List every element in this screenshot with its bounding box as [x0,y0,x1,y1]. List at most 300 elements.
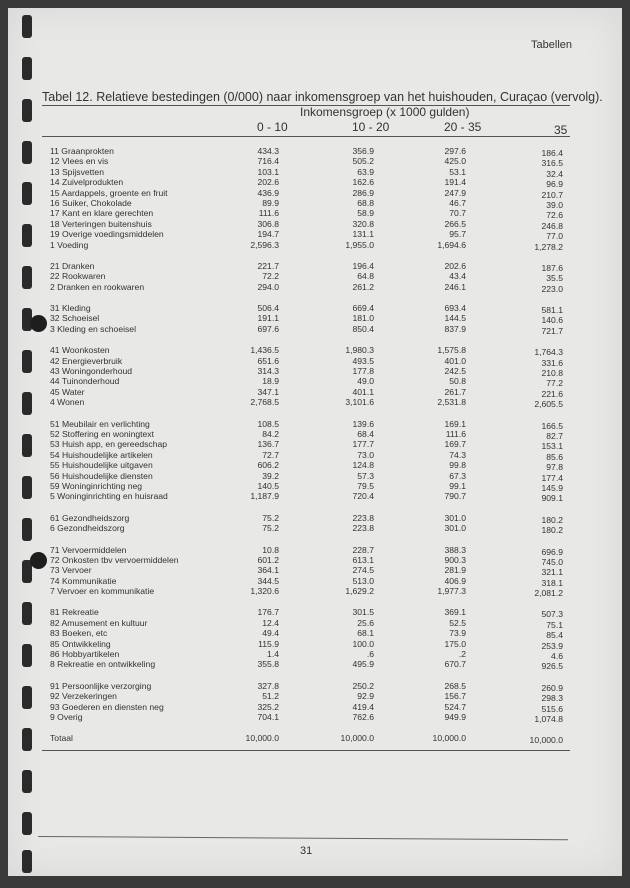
cell-value: 704.1 [257,711,279,722]
row-label: 61 Gezondheidszorg [50,512,130,523]
cell-value: 406.9 [444,575,466,586]
cell-value: 177.7 [352,439,374,450]
row-label: 51 Meubilair en verlichting [50,418,150,429]
cell-value: 301.0 [444,523,466,534]
cell-value: 1,074.8 [534,713,563,724]
cell-value: 281.9 [444,565,466,576]
cell-value: 103.1 [257,166,279,177]
cell-value: 136.7 [257,439,279,450]
cell-value: 156.7 [444,691,466,702]
cell-value: 1,629.2 [345,586,374,597]
table-row [8,188,622,198]
cell-value: 355.8 [257,659,279,670]
cell-value: 191.4 [444,177,466,188]
cell-value: 1,187.9 [250,491,279,502]
row-label: 85 Ontwikkeling [50,638,111,649]
table-row [8,523,622,536]
cell-value: 2,531.8 [437,397,466,408]
row-label: 93 Goederen en diensten neg [50,701,164,712]
row-label: 7 Vervoer en kommunikatie [50,586,155,597]
cell-value: 111.6 [258,208,279,219]
row-label: 92 Verzekeringen [50,691,117,702]
table-row [8,628,622,641]
cell-value: 95.7 [449,229,466,240]
cell-value: 3,101.6 [345,397,374,408]
cell-value: 221.7 [257,260,279,271]
cell-value: 63.9 [357,166,374,177]
row-label: 72 Onkosten tbv vervoermiddelen [50,554,179,565]
cell-value: 64.8 [357,271,374,282]
cell-value: 32.4 [546,168,563,179]
table-row [8,240,622,250]
cell-value: 515.6 [541,703,563,714]
group-spacer [8,596,622,607]
cell-value: 72.2 [262,271,279,282]
cell-value: 246.8 [541,220,563,231]
table-row [8,607,622,620]
cell-value: 606.2 [257,460,279,471]
cell-value: 242.5 [444,366,466,377]
cell-value: 82.7 [546,430,563,441]
cell-value: 223.0 [541,283,563,294]
row-label: 15 Aardappels, groente en fruit [50,187,168,198]
cell-value: 369.1 [444,607,466,618]
group-spacer [8,250,622,261]
cell-value: 72.7 [262,449,279,460]
cell-value: 1,694.6 [437,239,466,250]
table-row [8,156,622,169]
cell-value: 96.9 [546,179,563,190]
table-row [8,387,622,397]
cell-value: 180.2 [541,525,563,536]
cell-value: 46.7 [449,197,466,208]
cell-value: 92.9 [357,691,374,702]
table-row [8,282,622,292]
cell-value: 436.9 [257,187,279,198]
group-spacer [8,670,622,681]
column-header: 35 [554,123,568,137]
table-row [8,471,622,481]
cell-value: 401.0 [444,355,466,366]
cell-value: 194.7 [257,229,279,240]
cell-value: 223.8 [352,512,374,523]
cell-value: 153.1 [541,441,563,452]
cell-value: 301.0 [444,512,466,523]
cell-value: 39.2 [262,470,279,481]
cell-value: 10,000.0 [340,733,374,744]
cell-value: 162.6 [352,177,374,188]
cell-value: 850.4 [352,323,374,334]
cell-value: 696.9 [541,546,563,557]
binder-hole-icon [22,850,32,873]
cell-value: 745.0 [541,556,563,567]
cell-value: 176.7 [257,607,279,618]
table-row [8,712,622,722]
binder-hole-icon [22,57,32,80]
row-label: 44 Tuinonderhoud [50,376,120,387]
row-label: 9 Overig [50,711,83,722]
table-row [8,639,622,649]
cell-value: 25.6 [357,617,374,628]
table-row [8,261,622,271]
table-row [8,324,622,334]
table-row [8,481,622,491]
cell-value: 75.1 [546,619,563,630]
cell-value: 49.0 [357,376,374,387]
cell-value: 145.9 [541,482,563,493]
group-spacer [8,408,622,419]
table-title: Tabel 12. Relatieve bestedingen (0/000) naar inkomensgroep van het huishouden, Curaçao (vervolg). [42,90,603,104]
cell-value: 169.7 [444,439,466,450]
cell-value: 124.8 [352,460,374,471]
cell-value: 77.2 [546,378,563,389]
cell-value: 506.4 [257,303,279,314]
cell-value: 58.9 [357,208,374,219]
table-row [8,555,622,565]
group-spacer [8,292,622,303]
row-label: 11 Graanprokten [50,146,114,156]
cell-value: 693.4 [444,303,466,314]
table-row [8,208,622,221]
cell-value: 493.5 [352,355,374,366]
table-row [8,681,622,691]
cell-value: 316.5 [541,158,563,169]
document-page [8,8,622,876]
cell-value: 297.6 [444,146,466,156]
cell-value: 228.7 [352,544,374,555]
cell-value: 180.2 [541,514,563,525]
row-label: 43 Woningonderhoud [50,366,133,377]
column-header: 0 - 10 [257,120,288,134]
cell-value: 909.1 [541,493,563,504]
cell-value: 669.4 [352,303,374,314]
cell-value: 344.5 [257,575,279,586]
cell-value: 221.6 [541,388,563,399]
cell-value: 139.6 [352,418,374,429]
cell-value: 601.2 [257,554,279,565]
cell-value: 613.1 [352,554,374,565]
cell-value: 177.8 [352,366,374,377]
cell-value: 250.2 [352,680,374,691]
table-row [8,313,622,326]
table-row [8,167,622,177]
cell-value: 79.5 [357,480,374,491]
row-label: 74 Kommunikatie [50,575,117,586]
column-header: 10 - 20 [352,120,390,134]
row-label: 83 Boeken, etc [50,628,108,639]
cell-value: 144.5 [444,313,466,324]
cell-value: 716.4 [257,156,279,167]
table-row [8,439,622,452]
cell-value: 108.5 [257,418,279,429]
row-label: 86 Hobbyartikelen [50,649,120,660]
row-label: 53 Huish app, en gereedschap [50,439,168,450]
cell-value: 140.6 [541,315,563,326]
table-row [8,513,622,523]
cell-value: 85.4 [546,630,563,641]
cell-value: .2 [458,649,466,660]
table-row [8,229,622,242]
row-label: 81 Rekreatie [50,607,99,618]
row-label: 91 Persoonlijke verzorging [50,680,152,691]
cell-value: 50.8 [449,376,466,387]
table-row [8,376,622,389]
row-label: 56 Huishoudelijke diensten [50,470,153,481]
row-label: 31 Kleding [50,303,91,314]
row-label: 13 Spijsvetten [50,166,104,177]
cell-value: 900.3 [444,554,466,565]
cell-value: 10,000.0 [529,735,563,746]
row-label: 32 Schoeisel [50,313,100,324]
cell-value: 926.5 [541,661,563,672]
cell-value: 89.9 [262,197,279,208]
binder-hole-icon [22,770,32,793]
cell-value: 49.4 [262,628,279,639]
cell-value: 513.0 [352,575,374,586]
page-number: 31 [300,845,313,857]
cell-value: 140.5 [257,480,279,491]
cell-value: 298.3 [541,693,563,704]
table-row [8,303,622,316]
cell-value: 721.7 [541,325,563,336]
cell-value: 186.4 [541,148,563,158]
cell-value: 70.7 [449,208,466,219]
binder-hole-icon [22,812,32,835]
table-body [8,146,622,747]
cell-value: 837.9 [444,323,466,334]
cell-value: 67.3 [449,470,466,481]
cell-value: 2,081.2 [534,588,563,599]
cell-value: 43.4 [449,271,466,282]
cell-value: 720.4 [352,491,374,502]
row-label: 12 Vlees en vis [50,156,109,167]
binder-hole-icon [22,99,32,122]
row-label: 8 Rekreatie en ontwikkeling [50,659,156,670]
cell-value: 274.5 [352,565,374,576]
cell-value: 581.1 [541,305,563,316]
table-row [8,691,622,704]
cell-value: 524.7 [444,701,466,712]
cell-value: 51.2 [262,691,279,702]
cell-value: 10.8 [262,544,279,555]
row-label: 55 Huishoudelijke uitgaven [50,460,153,471]
cell-value: 210.7 [541,189,563,200]
table-row [8,419,622,429]
cell-value: 294.0 [257,281,279,292]
cell-value: 356.9 [352,146,374,156]
cell-value: 320.8 [352,218,374,229]
cell-value: .6 [366,649,374,660]
cell-value: 169.1 [444,418,466,429]
cell-value: 1,980.3 [345,345,374,356]
row-label: 6 Gezondheidszorg [50,523,125,534]
row-label: 21 Dranken [50,260,95,271]
row-label: 18 Verteringen buitenshuis [50,218,152,229]
column-group-header: Inkomensgroep (x 1000 gulden) [300,105,470,119]
footer-rule [38,836,568,840]
cell-value: 175.0 [444,638,466,649]
cell-value: 2,596.3 [250,239,279,250]
cell-value: 1.4 [267,649,279,660]
cell-value: 68.4 [357,428,374,439]
row-label: 41 Woonkosten [50,345,110,356]
cell-value: 57.3 [357,470,374,481]
row-label: 19 Overige voedingsmiddelen [50,229,164,240]
cell-value: 166.5 [541,420,563,431]
cell-value: 327.8 [257,680,279,691]
cell-value: 99.8 [449,460,466,471]
row-label: 42 Energieverbruik [50,355,123,366]
cell-value: 505.2 [352,156,374,167]
column-headers [42,120,570,137]
cell-value: 12.4 [262,617,279,628]
cell-value: 84.2 [262,428,279,439]
cell-value: 401.1 [352,386,374,397]
cell-value: 1,764.3 [534,347,563,358]
table-row [8,733,622,747]
cell-value: 4.6 [551,651,563,662]
cell-value: 1,977.3 [437,586,466,597]
cell-value: 1,278.2 [534,241,563,252]
table-row [8,586,622,599]
cell-value: 196.4 [352,260,374,271]
cell-value: 325.2 [257,701,279,712]
cell-value: 68.8 [357,197,374,208]
section-header: Tabellen [531,39,572,51]
cell-value: 419.4 [352,701,374,712]
row-label: 59 Woninginrichting neg [50,480,143,491]
row-label: 22 Rookwaren [50,271,106,282]
cell-value: 507.3 [541,609,563,620]
cell-value: 18.9 [262,376,279,387]
cell-value: 68.1 [357,628,374,639]
table-row [8,576,622,586]
table-row [8,618,622,628]
cell-value: 10,000.0 [245,733,279,744]
cell-value: 762.6 [352,711,374,722]
row-label: Totaal [50,733,73,744]
table-row [8,565,622,578]
table-row [8,366,622,379]
cell-value: 72.6 [546,210,563,221]
cell-value: 301.5 [352,607,374,618]
cell-value: 495.9 [352,659,374,670]
cell-value: 331.6 [541,357,563,368]
group-spacer [8,502,622,513]
cell-value: 261.2 [352,281,374,292]
cell-value: 73.9 [449,628,466,639]
row-label: 71 Vervoermiddelen [50,544,127,555]
row-label: 14 Zuivelprodukten [50,177,124,188]
table-row [8,491,622,504]
cell-value: 75.2 [262,523,279,534]
cell-value: 2,768.5 [250,397,279,408]
cell-value: 247.9 [444,187,466,198]
binder-hole-icon [22,15,32,38]
cell-value: 261.7 [444,386,466,397]
cell-value: 115.9 [258,638,279,649]
table-row [8,545,622,555]
cell-value: 75.2 [262,512,279,523]
cell-value: 73.0 [357,449,374,460]
cell-value: 2,605.5 [534,399,563,410]
cell-value: 651.6 [257,355,279,366]
row-label: 16 Suiker, Chokolade [50,197,132,208]
cell-value: 266.5 [444,218,466,229]
cell-value: 52.5 [449,617,466,628]
cell-value: 77.0 [546,231,563,242]
row-label: 73 Vervoer [50,565,92,576]
cell-value: 131.1 [352,229,374,240]
cell-value: 1,436.5 [250,345,279,356]
cell-value: 10,000.0 [432,733,466,744]
table-bottom-rule [42,750,570,751]
cell-value: 286.9 [352,187,374,198]
cell-value: 364.1 [257,565,279,576]
table-row [8,397,622,410]
table-row [8,702,622,712]
table-row [8,356,622,366]
table-row [8,450,622,460]
cell-value: 260.9 [541,682,563,693]
group-spacer [8,722,622,733]
table-row [8,429,622,439]
cell-value: 347.1 [257,386,279,397]
table-row [8,219,622,229]
cell-value: 246.1 [444,281,466,292]
row-label: 17 Kant en klare gerechten [50,208,154,219]
cell-value: 306.8 [257,218,279,229]
row-label: 52 Stoffering en woningtext [50,428,154,439]
table-row [8,271,622,284]
cell-value: 74.3 [449,449,466,460]
cell-value: 790.7 [444,491,466,502]
row-label: 3 Kleding en schoeisel [50,323,136,334]
table-row [8,460,622,473]
cell-value: 39.0 [546,199,563,210]
column-header: 20 - 35 [444,120,482,134]
table-row [8,649,622,662]
row-label: 54 Huishoudelijke artikelen [50,449,153,460]
cell-value: 99.1 [449,480,466,491]
cell-value: 177.4 [541,472,563,483]
cell-value: 314.3 [257,366,279,377]
cell-value: 434.3 [257,146,279,156]
cell-value: 85.6 [546,451,563,462]
row-label: 1 Voeding [50,239,89,250]
table-row [8,345,622,358]
cell-value: 202.6 [444,260,466,271]
row-label: 5 Woninginrichting en huisraad [50,491,168,502]
cell-value: 1,955.0 [345,239,374,250]
cell-value: 318.1 [541,577,563,588]
table-row [8,146,622,156]
cell-value: 670.7 [444,659,466,670]
cell-value: 321.1 [541,567,563,578]
group-spacer [8,334,622,345]
cell-value: 1,575.8 [437,345,466,356]
cell-value: 223.8 [352,523,374,534]
row-label: 45 Water [50,386,85,397]
cell-value: 697.6 [257,323,279,334]
cell-value: 111.6 [445,428,466,439]
cell-value: 253.9 [541,640,563,651]
cell-value: 949.9 [444,711,466,722]
group-spacer [8,534,622,545]
cell-value: 35.5 [546,273,563,284]
cell-value: 100.0 [352,638,374,649]
cell-value: 388.3 [444,544,466,555]
